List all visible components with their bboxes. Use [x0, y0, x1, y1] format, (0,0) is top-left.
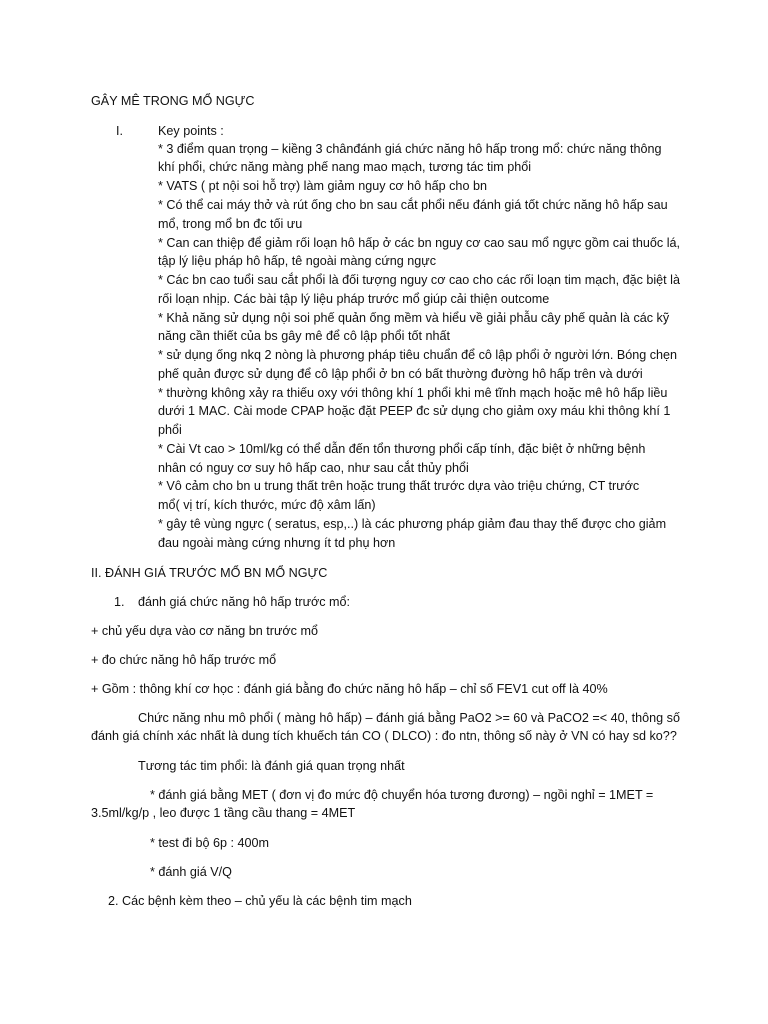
paragraph: * đánh giá V/Q — [150, 865, 232, 879]
keypoint-line: * 3 điểm quan trọng – kiềng 3 chânđánh giá chức năng hô hấp trong mổ: chức năng thông — [158, 142, 662, 156]
doc-title: GÂY MÊ TRONG MỔ NGỰC — [91, 94, 255, 108]
keypoint-line: * Cài Vt cao > 10ml/kg có thể dẫn đến tổn thương phổi cấp tính, đặc biệt ở những bệnh — [158, 442, 646, 456]
keypoint-line: khí phổi, chức năng màng phế nang mao mạch, tương tác tim phổi — [158, 160, 532, 174]
keypoint-line: mổ( vị trí, kích thước, mức độ xâm lấn) — [158, 498, 376, 512]
paragraph: + Gồm : thông khí cơ học : đánh giá bằng đo chức năng hô hấp – chỉ số FEV1 cut off là 40% — [91, 682, 608, 696]
keypoint-line: dưới 1 MAC. Cài mode CPAP hoặc đặt PEEP đc sử dụng cho giảm oxy máu khi thông khí 1 — [158, 404, 671, 418]
keypoint-line: năng cần thiết của bs gây mê để cô lập phổi tốt nhất — [158, 329, 450, 343]
paragraph: đánh giá chính xác nhất là dung tích khuếch tán CO ( DLCO) : đo ntn, thông số này ở VN có hay sd ko?? — [91, 729, 677, 743]
keypoint-line: phế quản được sử dụng để cô lập phổi ở bn có bất thường đường hô hấp trên và dưới — [158, 367, 643, 381]
subsection-1-heading: đánh giá chức năng hô hấp trước mổ: — [138, 595, 351, 609]
subsection-1-number: 1. — [114, 595, 125, 609]
keypoint-line: rối loạn nhịp. Các bài tập lý liệu pháp trước mổ giúp cải thiện outcome — [158, 292, 550, 306]
keypoint-line: phổi — [158, 423, 182, 437]
paragraph: * đánh giá bằng MET ( đơn vị đo mức độ chuyển hóa tương đương) – ngồi nghỉ = 1MET = — [150, 788, 654, 802]
keypoint-line: * thường không xảy ra thiếu oxy với thông khí 1 phổi khi mê tĩnh mạch hoặc mê hô hấp liều — [158, 386, 668, 400]
keypoint-line: * Vô cảm cho bn u trung thất trên hoặc trung thất trước dựa vào triệu chứng, CT trước — [158, 479, 640, 493]
subsection-2-heading: 2. Các bệnh kèm theo – chủ yếu là các bệnh tim mạch — [108, 894, 412, 908]
keypoint-line: mổ, trong mổ bn đc tối ưu — [158, 217, 303, 231]
paragraph: Chức năng nhu mô phổi ( màng hô hấp) – đánh giá bằng PaO2 >= 60 và PaCO2 =< 40, thông số — [138, 711, 680, 725]
keypoint-line: * VATS ( pt nội soi hỗ trợ) làm giảm nguy cơ hô hấp cho bn — [158, 179, 487, 193]
keypoint-line: * Khả năng sử dụng nội soi phế quản ống mềm và hiểu về giải phẫu cây phế quản là các kỹ — [158, 311, 670, 325]
section-2-heading: II. ĐÁNH GIÁ TRƯỚC MỔ BN MỔ NGỰC — [91, 566, 328, 580]
keypoint-line: * sử dụng ống nkq 2 nòng là phương pháp tiêu chuẩn để cô lập phổi ở người lớn. Bóng chẹn — [158, 348, 678, 362]
keypoint-line: nhân có nguy cơ suy hô hấp cao, như sau cắt thủy phổi — [158, 461, 469, 475]
paragraph: * test đi bộ 6p : 400m — [150, 836, 270, 850]
keypoint-line: * gây tê vùng ngực ( seratus, esp,..) là các phương pháp giảm đau thay thế được cho giảm — [158, 517, 667, 531]
keypoint-line: * Có thể cai máy thở và rút ống cho bn sau cắt phổi nếu đánh giá tốt chức năng hô hấp sau — [158, 198, 668, 212]
keypoint-line: * Can can thiệp để giảm rối loạn hô hấp ở các bn nguy cơ cao sau mổ ngực gồm cai thuốc lá, — [158, 236, 681, 250]
keypoint-line: tập lý liệu pháp hô hấp, tê ngoài màng cứng ngực — [158, 254, 437, 268]
paragraph: + đo chức năng hô hấp trước mổ — [91, 653, 277, 667]
paragraph: Tương tác tim phổi: là đánh giá quan trọng nhất — [138, 759, 405, 773]
section-1-heading: Key points : — [158, 124, 224, 138]
paragraph: 3.5ml/kg/p , leo được 1 tầng cầu thang = 4MET — [91, 806, 356, 820]
paragraph: + chủ yếu dựa vào cơ năng bn trước mổ — [91, 624, 318, 638]
section-1-number: I. — [116, 124, 123, 138]
keypoint-line: đau ngoài màng cứng nhưng ít td phụ hơn — [158, 536, 396, 550]
keypoint-line: * Các bn cao tuổi sau cắt phổi là đối tượng nguy cơ cao cho các rối loạn tim mạch, đặc biệt là — [158, 273, 680, 287]
